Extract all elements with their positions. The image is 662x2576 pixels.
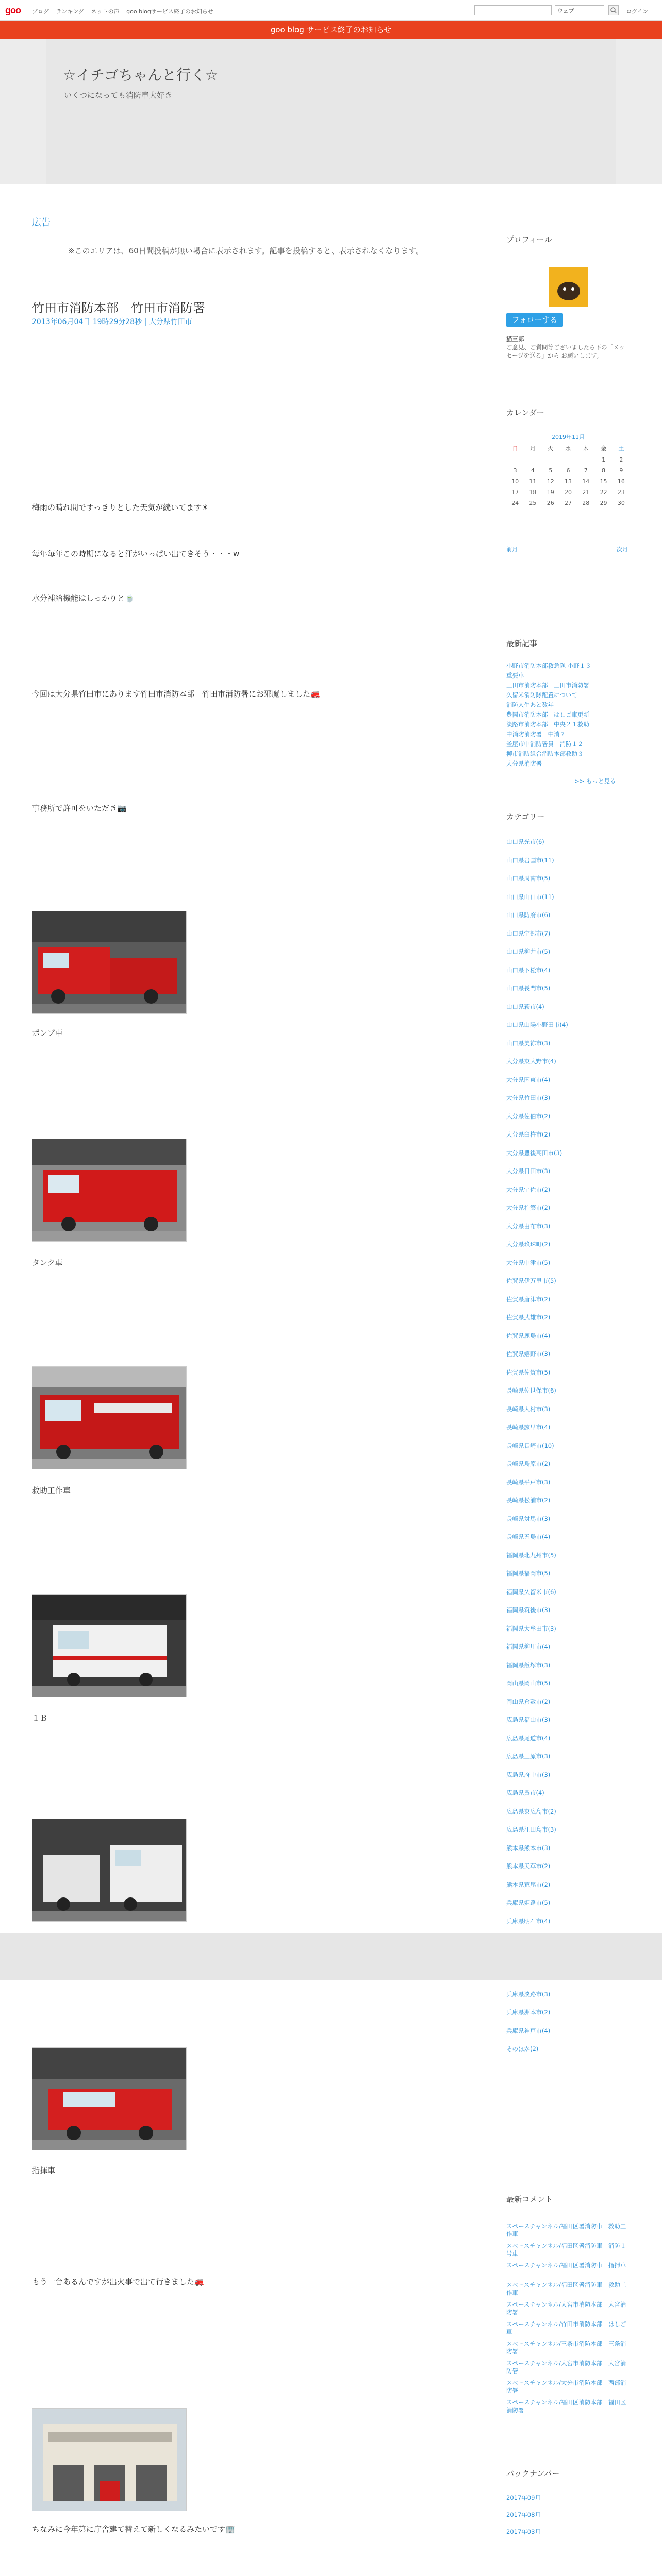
calendar-day[interactable]: 12 xyxy=(547,478,554,485)
category-link[interactable]: 兵庫県姫路市(5) xyxy=(506,1899,551,1906)
goo-logo[interactable]: goo xyxy=(5,5,21,15)
top-nav xyxy=(32,7,219,15)
category-link[interactable]: 大分県日田市(3) xyxy=(506,1167,551,1175)
category-link[interactable]: 岡山県倉敷市(2) xyxy=(506,1698,551,1705)
profile-name: 猫三郎 xyxy=(506,335,524,343)
calendar-day[interactable]: 13 xyxy=(564,478,572,485)
recent-post-link[interactable]: 久留米消防隊配置について xyxy=(506,691,577,699)
calendar-day[interactable]: 7 xyxy=(584,467,588,474)
calendar xyxy=(506,433,630,511)
category-link[interactable]: 山口県長門市(5) xyxy=(506,985,551,992)
calendar-day[interactable]: 5 xyxy=(549,467,553,474)
category-link[interactable]: 福岡県筑後市(3) xyxy=(506,1606,551,1614)
category-link[interactable]: 広島県福山市(3) xyxy=(506,1716,551,1723)
photo-caption: タンク車 xyxy=(32,1258,63,1267)
category-link[interactable]: 大分県宇佐市(2) xyxy=(506,1185,551,1193)
post-title[interactable]: 竹田市消防本部 竹田市消防署 xyxy=(32,301,205,315)
category-link[interactable]: 大分県由布市(3) xyxy=(506,1222,551,1230)
calendar-day xyxy=(524,456,541,463)
recent-comment-link[interactable]: スペースチャンネル/三条市消防本部 三条消防署 xyxy=(506,2340,626,2355)
building-image xyxy=(32,2409,187,2511)
category-link[interactable]: 大分県臼杵市(2) xyxy=(506,1131,551,1138)
category-link[interactable]: 福岡県大牟田市(3) xyxy=(506,1624,556,1632)
category-link[interactable]: 福岡県北九州市(5) xyxy=(506,1551,556,1559)
category-link[interactable]: 山口県山口市(11) xyxy=(506,893,554,901)
calendar-day xyxy=(559,456,577,463)
category-link[interactable]: 山口県柳井市(5) xyxy=(506,948,551,955)
post-meta[interactable]: 2013年06月04日 19時29分28秒 | 大分県竹田市 xyxy=(32,318,192,326)
category-link[interactable]: 兵庫県神戸市(4) xyxy=(506,2027,551,2035)
category-link[interactable]: 福岡県久留米市(6) xyxy=(506,1588,556,1596)
calendar-day[interactable]: 29 xyxy=(600,500,607,506)
recent-post-link[interactable]: 小野市消防本部救急隊 小野１３ xyxy=(506,662,591,669)
category-link[interactable]: 長崎県佐世保市(6) xyxy=(506,1387,556,1394)
category-link[interactable]: 長崎県五島市(4) xyxy=(506,1533,551,1540)
category-link[interactable]: 佐賀県鹿島市(4) xyxy=(506,1332,551,1340)
category-link[interactable]: 山口県光市(6) xyxy=(506,838,544,845)
recent-post-link[interactable]: 重要車 xyxy=(506,672,524,679)
fire-truck-image xyxy=(32,911,187,1014)
recent-comment-link[interactable]: スペースチャンネル/大分市消防本部 西部消防署 xyxy=(506,2379,626,2394)
command-car-image xyxy=(32,2048,187,2150)
category-link[interactable]: 熊本県熊本市(3) xyxy=(506,1844,551,1852)
fire-truck-image xyxy=(32,1367,187,1469)
backnumber-heading: バックナンバー xyxy=(506,2468,630,2482)
category-link[interactable]: 山口県下松市(4) xyxy=(506,966,551,974)
backnumber-link[interactable]: 2017年03月 xyxy=(506,2528,541,2535)
recent-post-link[interactable]: 淡路市消防本部 中央２１救助 xyxy=(506,721,589,728)
category-link[interactable]: 佐賀県嬉野市(3) xyxy=(506,1350,551,1358)
calendar-month: 2019年11月 xyxy=(552,434,585,440)
top-bar xyxy=(0,0,662,21)
recent-post-link[interactable]: 釜屋市中消防署員 消防１２ xyxy=(506,740,584,748)
photo-caption: 救助工作車 xyxy=(32,1486,71,1495)
category-link[interactable]: 山口県防府市(6) xyxy=(506,911,551,919)
category-link[interactable]: 長崎県長崎市(10) xyxy=(506,1442,554,1449)
category-link[interactable]: 大分県国東市(4) xyxy=(506,1076,551,1083)
category-link[interactable]: 兵庫県洲本市(2) xyxy=(506,2009,551,2016)
calendar-weekday: 日 xyxy=(512,445,518,452)
backnumber-link[interactable]: 2017年09月 xyxy=(506,2494,541,2501)
calendar-day[interactable]: 16 xyxy=(617,478,625,485)
top-nav-service-end[interactable]: goo blogサービス終了のお知らせ xyxy=(126,8,213,15)
category-link[interactable]: 広島県尾道市(4) xyxy=(506,1734,551,1742)
category-link[interactable]: 長崎県諫早市(4) xyxy=(506,1423,551,1431)
backnumber-link[interactable]: 2017年08月 xyxy=(506,2511,541,2518)
category-link[interactable]: 兵庫県淡路市(3) xyxy=(506,1990,551,1998)
category-link[interactable]: 広島県東広島市(2) xyxy=(506,1807,556,1815)
post-paragraph: 今回は大分県竹田市にあります竹田市消防本部 竹田市消防署にお邪魔しました🚒 xyxy=(32,689,320,699)
calendar-day[interactable]: 22 xyxy=(600,489,607,496)
calendar-day[interactable]: 10 xyxy=(511,478,519,485)
photo-station-building[interactable] xyxy=(32,2408,187,2511)
calendar-day[interactable]: 1 xyxy=(602,456,606,463)
top-nav-blog[interactable]: ブログ xyxy=(32,8,49,15)
category-link[interactable]: 広島県三原市(3) xyxy=(506,1753,551,1760)
calendar-day[interactable]: 24 xyxy=(511,500,519,506)
category-link[interactable]: 佐賀県佐賀市(5) xyxy=(506,1368,551,1376)
category-link[interactable]: 福岡県柳川市(4) xyxy=(506,1643,551,1650)
category-link[interactable]: 兵庫県明石市(4) xyxy=(506,1917,551,1925)
recent-comment-link[interactable]: スペースチャンネル/福田区消防本部 福田区消防署 xyxy=(506,2399,626,2414)
category-link[interactable]: 大分県杵築市(2) xyxy=(506,1204,551,1211)
calendar-weekday: 金 xyxy=(601,445,607,452)
scroll-band xyxy=(0,1933,662,1980)
category-link[interactable]: 広島県江田島市(3) xyxy=(506,1826,556,1833)
calendar-day[interactable]: 17 xyxy=(511,489,519,496)
search-input[interactable] xyxy=(474,5,552,15)
calendar-day[interactable]: 6 xyxy=(566,467,570,474)
calendar-day[interactable]: 27 xyxy=(564,500,572,506)
category-link[interactable]: 福岡県福岡市(5) xyxy=(506,1570,551,1577)
category-link[interactable]: 大分県佐伯市(2) xyxy=(506,1112,551,1120)
category-link[interactable]: 山口県宇部市(7) xyxy=(506,929,551,937)
top-nav-ranking[interactable]: ランキング xyxy=(56,8,85,15)
recent-post-link[interactable]: 豊岡市消防本部 はしご車更新 xyxy=(506,711,589,718)
category-link[interactable]: 山口県周南市(5) xyxy=(506,875,551,882)
category-link[interactable]: 佐賀県唐津市(2) xyxy=(506,1295,551,1303)
ad-label[interactable]: 広告 xyxy=(32,217,51,228)
search-scope-select[interactable]: ウェブ xyxy=(555,5,604,15)
calendar-grid xyxy=(506,444,630,511)
ad-note: ※このエリアは、60日間投稿が無い場合に表示されます。記事を投稿すると、表示されなくなります。 xyxy=(68,246,424,256)
calendar-day[interactable]: 19 xyxy=(547,489,554,496)
category-link[interactable]: 大分県玖珠町(2) xyxy=(506,1241,551,1248)
calendar-day[interactable]: 23 xyxy=(617,489,625,496)
calendar-weekday: 火 xyxy=(548,445,554,452)
recent-comment-link[interactable]: スペースチャンネル/福田区署消防車 救助工作車 xyxy=(506,2281,626,2296)
category-link[interactable]: 山口県岩国市(11) xyxy=(506,856,554,864)
category-link[interactable]: 長崎県対馬市(3) xyxy=(506,1515,551,1522)
category-link[interactable]: 大分県豊後高田市(3) xyxy=(506,1149,562,1157)
calendar-day[interactable]: 9 xyxy=(619,467,623,474)
ambulance-image xyxy=(32,1595,187,1697)
category-link[interactable]: 長崎県島原市(2) xyxy=(506,1460,551,1467)
header-inner xyxy=(46,39,616,184)
category-link[interactable]: 長崎県松浦市(2) xyxy=(506,1497,551,1504)
top-nav-voice[interactable]: ネットの声 xyxy=(91,8,120,15)
search-button[interactable] xyxy=(608,5,619,15)
calendar-heading: カレンダー xyxy=(506,407,630,421)
category-link[interactable]: 大分県中津市(5) xyxy=(506,1259,551,1266)
recent-post-link[interactable]: 大分県消防署 xyxy=(506,760,542,767)
calendar-day[interactable]: 30 xyxy=(617,500,625,506)
recent-comment-link[interactable]: スペースチャンネル/福田区署消防車 消防１号車 xyxy=(506,2242,626,2257)
category-link[interactable]: 佐賀県伊万里市(5) xyxy=(506,1277,556,1284)
category-link[interactable]: 長崎県大村市(3) xyxy=(506,1405,551,1413)
photo-rescue-truck[interactable] xyxy=(32,1366,187,1469)
calendar-day xyxy=(506,456,524,463)
calendar-prev-link[interactable]: 前月 xyxy=(506,546,518,553)
service-notice-link[interactable]: goo blog サービス終了のお知らせ xyxy=(270,25,392,35)
login-link[interactable]: ログイン xyxy=(626,8,649,15)
ambulance-image xyxy=(32,1819,187,1922)
recent-more-link[interactable]: >> もっと見る xyxy=(574,777,616,785)
calendar-day[interactable]: 21 xyxy=(582,489,590,496)
category-link[interactable]: そのほか(2) xyxy=(506,2045,539,2053)
calendar-day[interactable]: 20 xyxy=(564,489,572,496)
photo-pump-truck[interactable] xyxy=(32,911,187,1014)
calendar-weekday: 水 xyxy=(565,445,571,452)
photo-caption: ポンプ車 xyxy=(32,1028,63,1038)
recent-comment-link[interactable]: スペースチャンネル/竹田市消防本部 はしご車 xyxy=(506,2320,626,2335)
fire-truck-image xyxy=(32,1139,187,1242)
blog-description: いくつになっても消防車大好き xyxy=(64,91,173,100)
calendar-day[interactable]: 26 xyxy=(547,500,554,506)
calendar-weekday: 木 xyxy=(583,445,589,452)
calendar-day[interactable]: 4 xyxy=(531,467,535,474)
calendar-weekday: 土 xyxy=(618,445,624,452)
recent-post-link[interactable]: 中消防消防署 中消７ xyxy=(506,731,566,738)
category-link[interactable]: 熊本県荒尾市(2) xyxy=(506,1880,551,1888)
category-link[interactable]: 大分県東大野市(4) xyxy=(506,1058,556,1065)
photo-ambulance[interactable] xyxy=(32,1594,187,1697)
category-link[interactable]: 山口県萩市(4) xyxy=(506,1003,544,1010)
recent-post-link[interactable]: 柳市消防組合消防本部救助３ xyxy=(506,750,584,757)
post-paragraph: ちなみに今年第に庁舎建て替えて新しくなるみたいです🏢 xyxy=(32,2524,235,2534)
photo-caption: 指揮車 xyxy=(32,2166,56,2175)
photo-caption: １Ｂ xyxy=(32,1714,48,1723)
recent-comment-link[interactable]: スペースチャンネル/福田区署消防車 救助工作車 xyxy=(506,2223,626,2238)
category-link[interactable]: 広島県府中市(3) xyxy=(506,1771,551,1778)
recent-comment-link[interactable]: スペースチャンネル/大宮市消防本部 大宮消防署 xyxy=(506,2360,626,2375)
category-link[interactable]: 熊本県天草市(2) xyxy=(506,1862,551,1870)
calendar-day[interactable]: 11 xyxy=(529,478,537,485)
calendar-day[interactable]: 18 xyxy=(529,489,537,496)
category-link[interactable]: 山口県美祢市(3) xyxy=(506,1039,551,1047)
category-link[interactable]: 広島県呉市(4) xyxy=(506,1789,544,1797)
service-notice-bar xyxy=(0,21,662,39)
category-link[interactable]: 山口県山陽小野田市(4) xyxy=(506,1021,568,1028)
post-paragraph: 事務所で許可をいただき📷 xyxy=(32,804,127,813)
category-heading: カテゴリー xyxy=(506,811,630,825)
profile-text: ご意見、ご質問等ございましたら下の「メッセージを送る」から お願いします。 xyxy=(506,344,625,359)
photo-command-car[interactable] xyxy=(32,2047,187,2150)
calendar-day xyxy=(577,456,594,463)
category-link[interactable]: 福岡県飯塚市(3) xyxy=(506,1661,551,1669)
category-link[interactable]: 長崎県平戸市(3) xyxy=(506,1478,551,1486)
search-icon xyxy=(609,6,618,15)
recent-comments-heading: 最新コメント xyxy=(506,2194,630,2208)
recent-posts-heading: 最新記事 xyxy=(506,638,630,652)
recent-comment-link[interactable]: スペースチャンネル/大宮市消防本部 大宮消防署 xyxy=(506,2301,626,2316)
calendar-day[interactable]: 2 xyxy=(619,456,623,463)
recent-post-link[interactable]: 三田市消防本部 三田市消防署 xyxy=(506,682,589,689)
recent-comment-link[interactable]: スペースチャンネル/福田区署消防車 指揮車 xyxy=(506,2262,626,2269)
calendar-day[interactable]: 14 xyxy=(582,478,590,485)
recent-post-link[interactable]: 消防人生あと数年 xyxy=(506,701,554,708)
calendar-next-link[interactable]: 次月 xyxy=(617,546,628,553)
calendar-day[interactable]: 28 xyxy=(582,500,590,506)
follow-button[interactable]: フォローする xyxy=(506,313,563,327)
calendar-day xyxy=(542,456,559,463)
profile-avatar[interactable] xyxy=(549,267,588,306)
cat-avatar-icon xyxy=(549,267,588,307)
calendar-weekday: 月 xyxy=(529,445,536,452)
profile-heading: プロフィール xyxy=(506,234,630,248)
category-link[interactable]: 大分県竹田市(3) xyxy=(506,1094,551,1101)
calendar-day[interactable]: 3 xyxy=(513,467,517,474)
photo-ambulance-2[interactable] xyxy=(32,1819,187,1922)
calendar-day[interactable]: 25 xyxy=(529,500,537,506)
calendar-day[interactable]: 8 xyxy=(602,467,606,474)
calendar-day[interactable]: 15 xyxy=(600,478,607,485)
post-paragraph: もう一台あるんですが出火事で出て行きました🚒 xyxy=(32,2277,204,2286)
post-paragraph: 毎年毎年この時期になると汗がいっぱい出てきそう・・・w xyxy=(32,549,240,558)
post-paragraph: 水分補給機能はしっかりと🍵 xyxy=(32,594,135,603)
category-link[interactable]: 岡山県岡山市(5) xyxy=(506,1680,551,1687)
post-paragraph: 梅雨の晴れ間ですっきりとした天気が続いてます☀ xyxy=(32,503,209,512)
blog-header xyxy=(0,39,662,184)
photo-tank-truck[interactable] xyxy=(32,1139,187,1242)
blog-title[interactable]: ☆イチゴちゃんと行く☆ xyxy=(63,66,219,83)
category-link[interactable]: 佐賀県武雄市(2) xyxy=(506,1314,551,1321)
